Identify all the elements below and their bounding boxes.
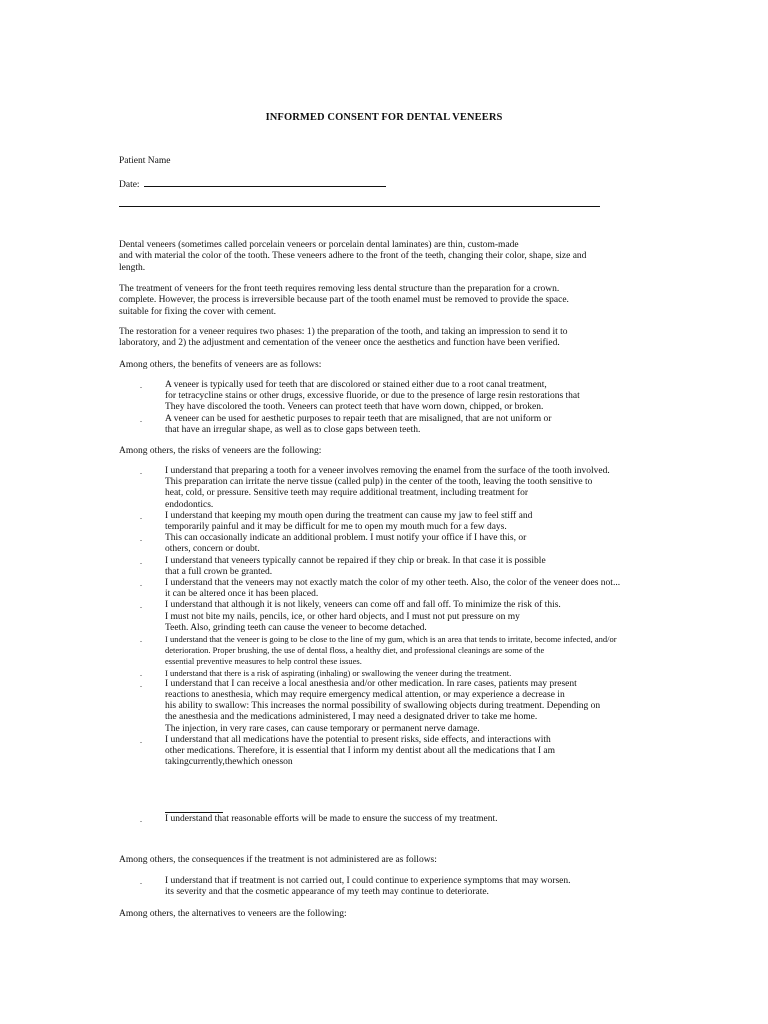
benefits-heading: Among others, the benefits of veneers are as follows: — [119, 360, 322, 370]
justified-word: which ones — [236, 757, 280, 768]
list-item-line: I understand that the veneer is going to be close to the line of my gum, which is an area that tends to irritate, become infected, and/or — [165, 634, 617, 645]
list-item-line: I understand that I can receive a local anesthesia and/or other medication. In rare cases, patients may present — [165, 678, 577, 689]
text-line: complete. However, the process is irreversible because part of the tooth enamel must be removed to provide the space. — [119, 295, 569, 306]
list-item-line: This can occasionally indicate an additional problem. I must notify your office if I have this, or — [165, 533, 527, 544]
list-item-line: for tetracycline stains or other drugs, excessive fluoride, or due to the presence of large resin restorations that — [165, 391, 580, 402]
list-item — [140, 876, 680, 898]
justified-word: taking — [165, 757, 189, 768]
list-item — [140, 556, 680, 578]
justified-word: son — [279, 757, 293, 768]
benefits-list — [140, 380, 680, 436]
signature-rule — [119, 206, 600, 207]
list-item-line: temporarily painful and it may be difficult for me to open my mouth much for a few days. — [165, 522, 507, 533]
text-line: Dental veneers (sometimes called porcelain veneers or porcelain dental laminates) are thin, custom-made — [119, 240, 519, 250]
efforts-list — [140, 814, 680, 825]
bullet: . — [140, 534, 142, 544]
intro-paragraph — [119, 240, 639, 274]
list-item-line: I understand that keeping my mouth open during the treatment can cause my jaw to feel stiff and — [165, 510, 533, 521]
justified-line — [165, 757, 665, 768]
text-line: and with material the color of the tooth. These veneers adhere to the front of the teeth, changing their color, shape, size and — [119, 251, 587, 262]
list-item-line: endodontics. — [165, 499, 214, 510]
justified-word: currently, — [188, 757, 225, 768]
bullet: . — [140, 579, 142, 589]
date-label: Date: — [119, 180, 142, 190]
text-line: The treatment of veneers for the front teeth requires removing less dental structure than the preparation for a crown. — [119, 284, 560, 294]
list-item — [140, 634, 680, 668]
list-item-line: This preparation can irritate the nerve tissue (called pulp) in the center of the tooth, leaving the tooth sensitive to — [165, 477, 593, 488]
efforts-item-text: I understand that reasonable efforts will be made to ensure the success of my treatment. — [165, 814, 498, 824]
bullet: . — [140, 735, 142, 745]
date-row — [119, 178, 386, 191]
text-line: length. — [119, 262, 146, 273]
bullet: . — [140, 679, 142, 689]
risks-list — [140, 466, 680, 768]
list-item-line: deterioration. Proper brushing, the use of dental floss, a healthy diet, and professional cleanings are some of the — [165, 645, 545, 656]
list-item — [140, 380, 680, 414]
bullet: . — [140, 601, 142, 611]
list-item — [140, 466, 680, 511]
list-item-line: Teeth. Also, grinding teeth can cause the veneer to become detached. — [165, 622, 427, 633]
list-item-line: the anesthesia and the medications administered, I may need a designated driver to take me home. — [165, 712, 538, 723]
list-item — [140, 679, 680, 735]
justified-word: the — [224, 757, 237, 768]
bullet: . — [140, 877, 142, 886]
list-item-line: essential preventive measures to help control these issues. — [165, 656, 362, 667]
list-item-line: I must not bite my nails, pencils, ice, or other hard objects, and I must not put pressure on my — [165, 611, 520, 622]
list-item — [140, 668, 680, 679]
list-item-line: I understand that the veneers may not exactly match the color of my other teeth. Also, the color of the veneer does not... — [165, 578, 621, 589]
list-item — [140, 600, 680, 634]
list-item — [140, 735, 680, 769]
list-item-line: I understand that if treatment is not carried out, I could continue to experience symptoms that may worsen. — [165, 876, 571, 886]
short-rule — [165, 812, 223, 813]
list-item-line: that a full crown be granted. — [165, 566, 273, 577]
bullet: . — [140, 381, 142, 390]
list-item-line: I understand that although it is not likely, veneers can come off and fall off. To minimize the risk of this. — [165, 600, 561, 611]
list-item-line: it can be altered once it has been placed. — [165, 589, 319, 600]
document-title: INFORMED CONSENT FOR DENTAL VENEERS — [265, 112, 503, 123]
list-item-line: I understand that veneers typically cannot be repaired if they chip or break. In that case it is possible — [165, 555, 546, 566]
consequences-heading: Among others, the consequences if the treatment is not administered are as follows: — [119, 855, 437, 865]
treatment-paragraph — [119, 284, 639, 318]
risks-heading: Among others, the risks of veneers are the following: — [119, 446, 322, 456]
list-item — [140, 578, 680, 600]
list-item-line: They have discolored the tooth. Veneers can protect teeth that have worn down, chipped, or broken. — [165, 402, 544, 413]
bullet: . — [140, 635, 142, 645]
list-item-line: its severity and that the cosmetic appearance of my teeth may continue to deteriorate. — [165, 887, 489, 898]
date-field-line[interactable] — [144, 178, 386, 187]
bullet: . — [140, 556, 142, 566]
bullet: . — [140, 414, 142, 424]
list-item-line: reactions to anesthesia, which may require emergency medical attention, or may experience a decrease in — [165, 690, 565, 701]
list-item — [140, 511, 680, 533]
list-item-line: A veneer is typically used for teeth that are discolored or stained either due to a root canal treatment, — [165, 380, 547, 390]
list-item-line: A veneer can be used for aesthetic purposes to repair teeth that are misaligned, that are not uniform or — [165, 413, 552, 424]
bullet: . — [140, 815, 142, 824]
list-item-line: heat, cold, or pressure. Sensitive teeth may require additional treatment, including treatment for — [165, 488, 528, 499]
text-line: laboratory, and 2) the adjustment and cementation of the veneer once the aesthetics and function have been verified. — [119, 338, 560, 349]
list-item — [140, 814, 680, 825]
restoration-paragraph — [119, 327, 639, 350]
list-item-line: others, concern or doubt. — [165, 544, 260, 555]
list-item — [140, 414, 680, 436]
text-line: suitable for fixing the cover with cement. — [119, 306, 276, 317]
bullet: . — [140, 467, 142, 476]
patient-name-label: Patient Name — [119, 156, 171, 166]
list-item — [140, 533, 680, 555]
list-item-line: I understand that all medications have the potential to present risks, side effects, and interactions with — [165, 734, 551, 745]
bullet: . — [140, 668, 142, 678]
list-item-line: I understand that there is a risk of aspirating (inhaling) or swallowing the veneer during the treatment. — [165, 667, 512, 678]
list-item-line: his ability to swallow: This increases the normal possibility of swallowing objects during treatment. Depending on — [165, 701, 601, 712]
bullet: . — [140, 511, 142, 521]
list-item-line: other medications. Therefore, it is essential that I inform my dentist about all the medications that I am — [165, 746, 556, 757]
alternatives-heading: Among others, the alternatives to veneers are the following: — [119, 909, 347, 919]
consequences-list — [140, 876, 680, 898]
list-item-line: The injection, in very rare cases, can cause temporary or permanent nerve damage. — [165, 723, 480, 734]
list-item-line: that have an irregular shape, as well as to close gaps between teeth. — [165, 424, 421, 435]
list-item-line: I understand that preparing a tooth for a veneer involves removing the enamel from the surface of the tooth involved. — [165, 466, 610, 476]
text-line: The restoration for a veneer requires two phases: 1) the preparation of the tooth, and taking an impression to send it to — [119, 327, 568, 337]
